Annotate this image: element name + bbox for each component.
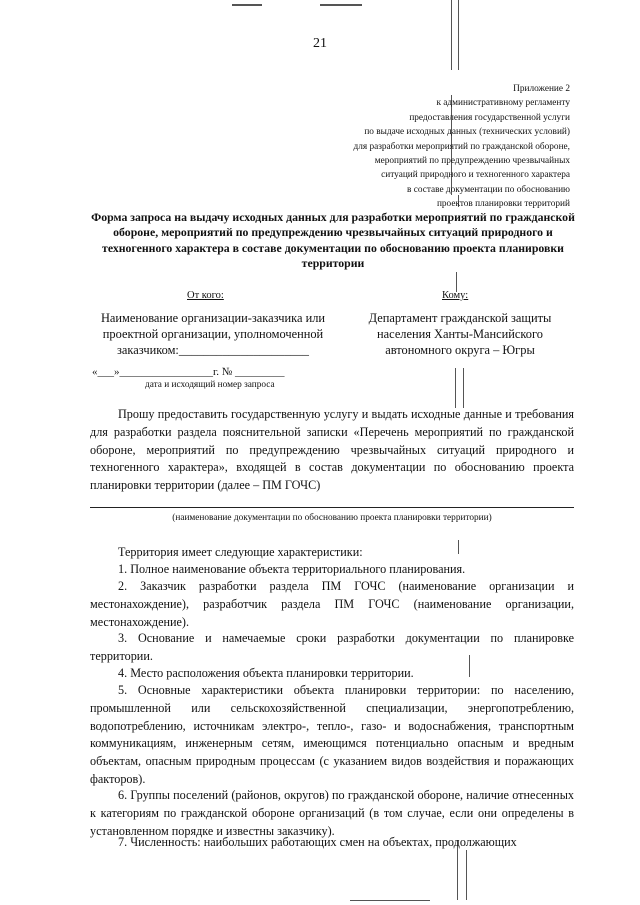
- list-item: 3. Основание и намечаемые сроки разработки документации по планировке территории.: [90, 631, 574, 663]
- appendix-line: в составе документации по обоснованию: [406, 184, 570, 195]
- characteristics-title: Территория имеет следующие характеристики:: [118, 545, 363, 559]
- list-item: 5. Основные характеристики объекта планировки территории: по населению, промышленной или сельскохозяйственной специализации, энергопотреблению, водопотреблению, источникам электро-, тепло-, газо- и водоснабжения, транспортным коммуникациям, инженерным сетям, имеющимся потенциально опасным и вредным объектам, опасным природным процессам (с указанием видов воздействия и поражающих факторов).: [90, 683, 574, 786]
- appendix-header: [353, 82, 570, 212]
- scan-mark-top: [232, 4, 262, 6]
- list-item: 7. Численность: наибольших работающих смен на объектах, продолжающих: [118, 835, 517, 849]
- date-number-caption: дата и исходящий номер запроса: [145, 380, 275, 390]
- scan-mark-vertical: [463, 368, 464, 408]
- list-item: 4. Место расположения объекта планировки территории.: [118, 666, 414, 680]
- scan-mark-vertical: [458, 540, 459, 554]
- scan-mark-vertical: [466, 850, 467, 900]
- appendix-line: ситуаций природного и техногенного характера: [381, 170, 570, 181]
- date-number-line: «___»_________________г. № _________: [92, 366, 285, 378]
- page-number: 21: [313, 36, 327, 51]
- appendix-line: к административному регламенту: [436, 98, 570, 109]
- document-name-line: [90, 507, 574, 508]
- scan-mark-vertical: [451, 0, 452, 70]
- list-item: 6. Группы поселений (районов, округов) по гражданской обороне, наличие отнесенных к категориям по гражданской обороне организаций (в том случае, если они определены в установленном порядке и известны заказчику).: [90, 788, 574, 838]
- scan-mark-bottom: [350, 900, 430, 901]
- list-item: 1. Полное наименование объекта территориального планирования.: [118, 562, 466, 576]
- appendix-line: мероприятий по предупреждению чрезвычайных: [374, 156, 570, 167]
- request-paragraph: Прошу предоставить государственную услугу и выдать исходные данные и требования для разработки раздела пояснительной записки «Перечень мероприятий по гражданской обороне, мероприятий по предупреждению чрезвычайных ситуаций природного и техногенного характера», входящей в состав документации по обоснованию проекта планировки территории (далее – ПМ ГОЧС): [90, 407, 574, 493]
- appendix-line: проектов планировки территорий: [436, 199, 570, 210]
- scan-mark-vertical: [455, 368, 456, 408]
- appendix-line: для разработки мероприятий по гражданской обороне,: [353, 141, 570, 152]
- to-label: Кому:: [442, 290, 469, 301]
- list-item: 2. Заказчик разработки раздела ПМ ГОЧС (наименование организации и местонахождение), разработчик раздела ПМ ГОЧС (наименование организации, местонахождение).: [90, 579, 574, 629]
- appendix-line: Приложение 2: [513, 84, 570, 94]
- appendix-line: предоставления государственной услуги: [409, 112, 570, 123]
- scan-mark-vertical: [458, 0, 459, 70]
- form-title: Форма запроса на выдачу исходных данных для разработки мероприятий по гражданской обороне, мероприятий по предупреждению чрезвычайных ситуаций природного и техногенного характера в составе документации по обоснованию проекта планировки территории: [91, 210, 575, 271]
- appendix-line: по выдаче исходных данных (технических условий): [364, 127, 570, 138]
- to-department: Департамент гражданской защиты населения Ханты-Мансийского автономного округа – Югры: [368, 311, 552, 357]
- from-label: От кого:: [187, 290, 224, 301]
- document-name-caption: (наименование документации по обоснованию проекта планировки территории): [172, 513, 492, 523]
- scan-mark-top: [320, 4, 362, 6]
- from-organization: Наименование организации-заказчика или проектной организации, уполномоченной заказчиком:_____________________: [100, 311, 326, 357]
- scan-mark-vertical: [456, 272, 457, 292]
